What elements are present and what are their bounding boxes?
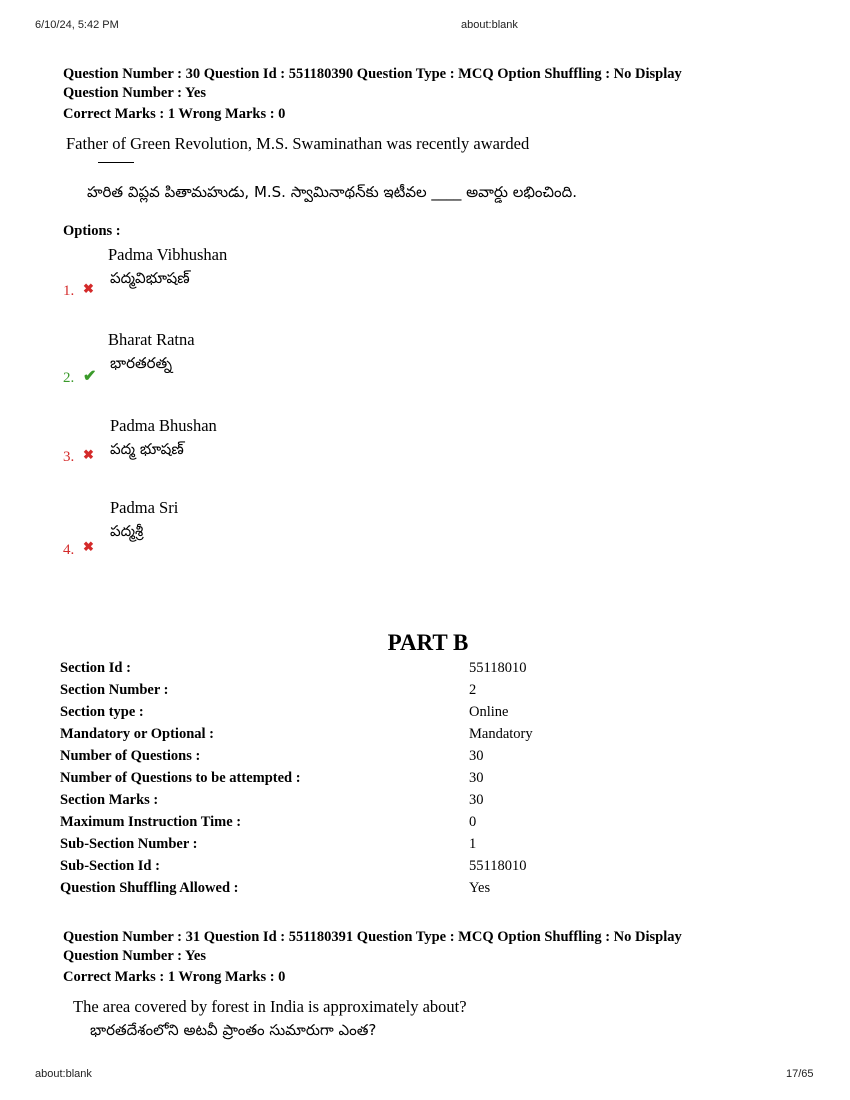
section-info-value: Mandatory — [469, 726, 533, 742]
section-info-key: Section Marks : — [60, 792, 159, 808]
check-icon: ✔ — [83, 368, 97, 385]
marks-line: Correct Marks : 1 Wrong Marks : 0 — [63, 969, 286, 985]
option-text-en: Bharat Ratna — [108, 330, 195, 349]
section-info-value: Online — [469, 704, 509, 720]
option-text-te: పద్మశ్రీ — [110, 522, 144, 540]
print-page-number: 17/65 — [786, 1068, 814, 1080]
section-info-row — [60, 704, 760, 726]
section-info-key: Question Shuffling Allowed : — [60, 880, 239, 896]
section-info-value: Yes — [469, 880, 491, 896]
section-info-value: 30 — [469, 792, 484, 808]
option-text-en: Padma Sri — [110, 498, 179, 517]
cross-icon: ✖ — [83, 447, 94, 462]
option-2 — [63, 330, 463, 400]
section-info-value: 30 — [469, 748, 484, 764]
section-info-key: Mandatory or Optional : — [60, 726, 214, 742]
question-31-text-te: భారతదేశంలోని అటవీ ప్రాంతం సుమారుగా ఎంత? — [90, 1021, 377, 1039]
section-info-row — [60, 660, 760, 682]
section-info-row — [60, 814, 760, 836]
section-info-value: 0 — [469, 814, 477, 830]
question-30-meta — [63, 65, 803, 124]
section-info-row — [60, 726, 760, 748]
section-info-row — [60, 858, 760, 880]
print-footer-url: about:blank — [35, 1068, 92, 1080]
section-info-value: 1 — [469, 836, 477, 852]
options-label: Options : — [63, 223, 121, 239]
answer-blank-line — [98, 162, 134, 163]
option-number: 4. — [63, 542, 75, 558]
section-info-row — [60, 770, 760, 792]
part-b-title: PART B — [387, 630, 469, 655]
section-info-value: 30 — [469, 770, 484, 786]
section-info-row — [60, 792, 760, 814]
section-info-key: Section Id : — [60, 660, 131, 676]
cross-icon: ✖ — [83, 281, 94, 296]
option-text-te: పద్మ భూషణ్ — [110, 440, 184, 458]
section-info-key: Maximum Instruction Time : — [60, 814, 242, 830]
question-31-meta — [63, 928, 803, 987]
section-info-key: Section Number : — [60, 682, 169, 698]
print-page-title: about:blank — [461, 19, 518, 31]
question-30-text-en: Father of Green Revolution, M.S. Swaminathan was recently awarded — [66, 134, 530, 153]
question-meta-line: Question Number : Yes — [63, 948, 206, 964]
option-text-te: పద్మవిభూషణ్ — [110, 269, 190, 287]
marks-line: Correct Marks : 1 Wrong Marks : 0 — [63, 106, 286, 122]
print-datetime: 6/10/24, 5:42 PM — [35, 19, 119, 31]
question-31-text-en: The area covered by forest in India is approximately about? — [73, 997, 467, 1016]
section-info-value: 55118010 — [469, 660, 527, 676]
section-info-key: Number of Questions : — [60, 748, 201, 764]
question-meta-line: Question Number : Yes — [63, 85, 206, 101]
section-info-row — [60, 682, 760, 704]
option-text-en: Padma Bhushan — [110, 416, 217, 435]
option-1 — [63, 245, 463, 315]
section-info-key: Sub-Section Id : — [60, 858, 160, 874]
section-info-key: Section type : — [60, 704, 144, 720]
option-number: 1. — [63, 283, 75, 299]
option-number: 2. — [63, 370, 75, 386]
section-info-value: 55118010 — [469, 858, 527, 874]
question-30-text-te: హరిత విప్లవ పితామహుడు, M.S. స్వామినాథన్‌కు ఇటీవల ____ అవార్డు లభించింది. — [87, 183, 577, 201]
section-info-table — [60, 660, 760, 902]
option-4 — [63, 498, 463, 568]
section-info-key: Number of Questions to be attempted : — [60, 770, 301, 786]
option-3 — [63, 416, 463, 486]
section-info-value: 2 — [469, 682, 477, 698]
section-info-row — [60, 748, 760, 770]
section-info-row — [60, 836, 760, 858]
option-text-en: Padma Vibhushan — [108, 245, 228, 264]
section-info-key: Sub-Section Number : — [60, 836, 198, 852]
option-text-te: భారతరత్న — [110, 354, 173, 372]
option-number: 3. — [63, 449, 75, 465]
section-info-row — [60, 880, 760, 902]
cross-icon: ✖ — [83, 539, 94, 554]
question-meta-line: Question Number : 30 Question Id : 551180390 Question Type : MCQ Option Shuffling : No Display — [63, 66, 682, 82]
question-meta-line: Question Number : 31 Question Id : 551180391 Question Type : MCQ Option Shuffling : No Display — [63, 929, 682, 945]
